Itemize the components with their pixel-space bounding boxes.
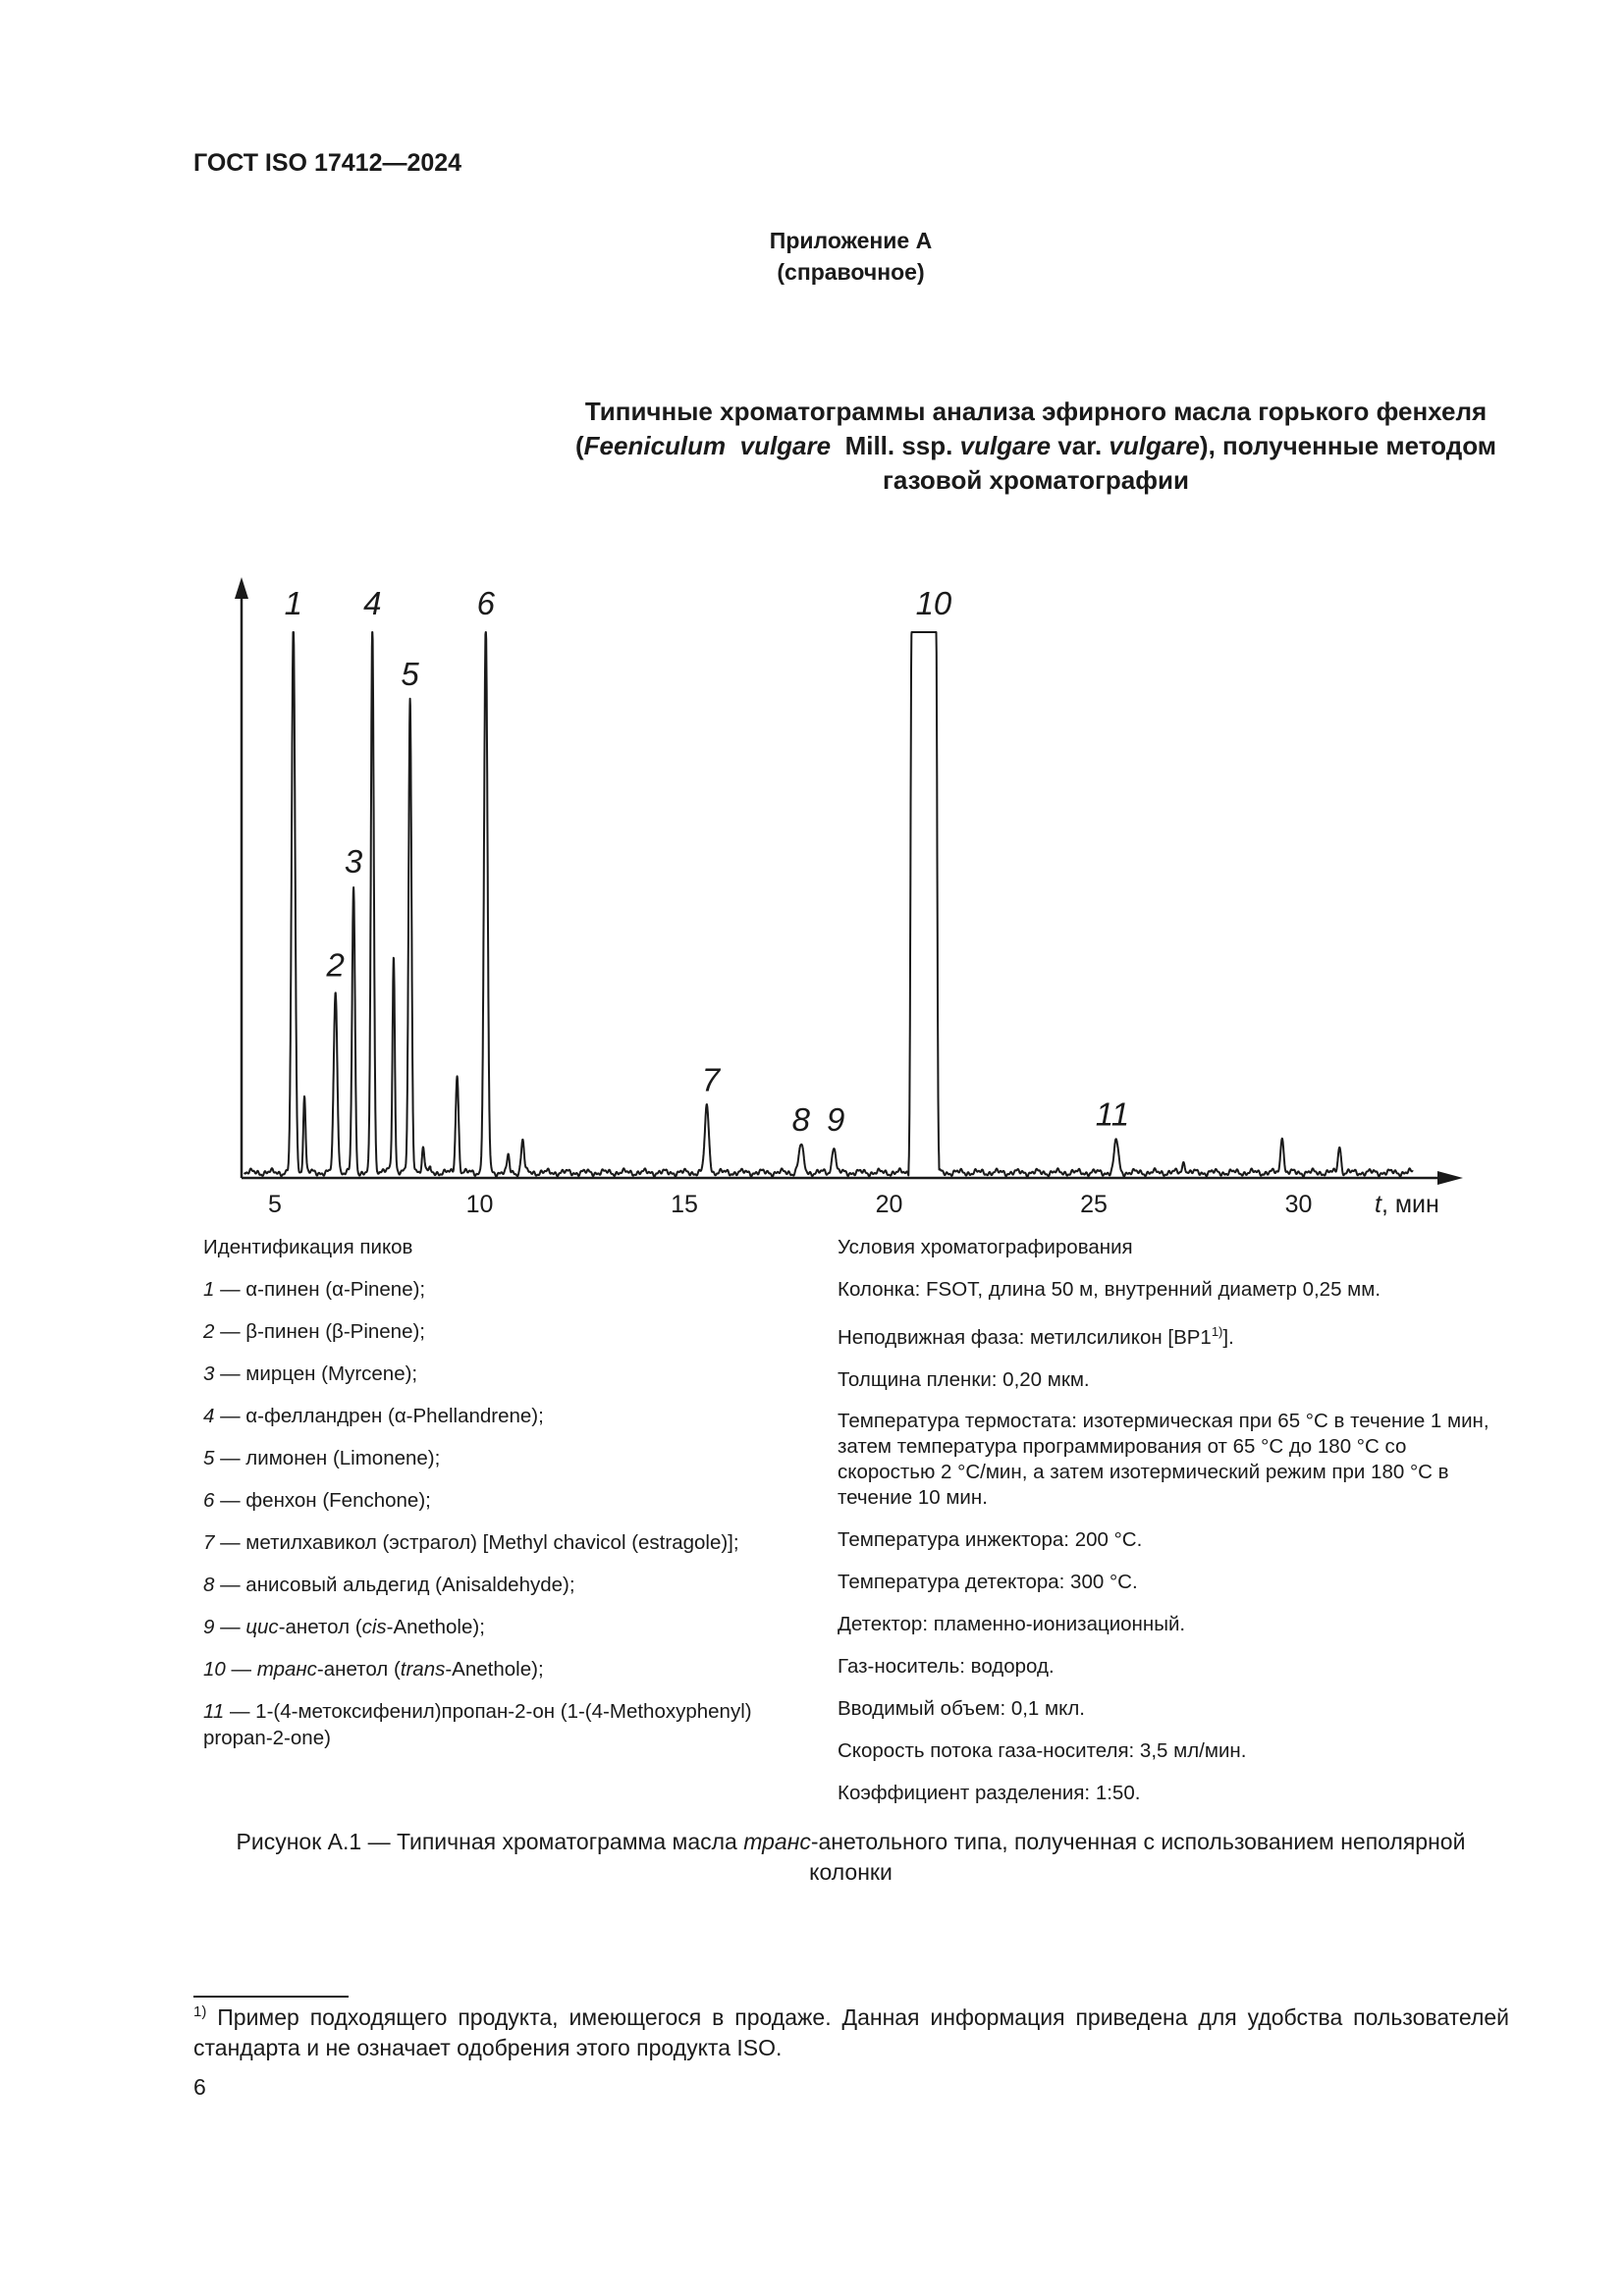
peak-id-text: — [214, 1616, 246, 1638]
caption-italic: транс [743, 1829, 811, 1854]
chromatogram-trace [244, 632, 1414, 1177]
condition-volume: Вводимый объем: 0,1 мкл. [838, 1696, 1085, 1720]
peak-id-number: 6 [203, 1489, 215, 1512]
peak-id-text: — α-фелландрен (α-Phellandrene); [214, 1405, 544, 1427]
title-var: var. [1057, 431, 1103, 460]
x-tick-label: 15 [671, 1191, 698, 1218]
footnote-text: Пример подходящего продукта, имеющегося в продаже. Данная информация приведена для удобства пользователей стандарта и не означает одобрения этого продукта ISO. [193, 2004, 1509, 2060]
peak-id-number: 7 [203, 1531, 215, 1554]
x-tick-label: 10 [465, 1191, 494, 1218]
condition-oven: Температура термостата: изотермическая при 65 °C в течение 1 мин, затем температура программирования от 65 °C до 180 °C со скоростью 2 °C/мин, а затем изотермический режим при 180 °C в течение 10 мин. [838, 1409, 1489, 1509]
peak-id-text: — 1-(4-метоксифенил)пропан-2-он (1-(4-Methoxyphenyl) propan-2-one) [203, 1700, 752, 1749]
peak-label: 5 [401, 655, 419, 692]
peak-id-italic: trans [400, 1658, 446, 1681]
peak-id-number: 2 [203, 1320, 215, 1343]
peak-id-number: 8 [203, 1574, 215, 1596]
peak-label: 2 [326, 946, 345, 984]
footnote-mark: 1) [193, 2003, 207, 2020]
peak-id-item [203, 1698, 812, 1751]
annex-note: (справочное) [777, 259, 925, 285]
peak-id-number: 4 [203, 1405, 215, 1427]
peak-identification-heading: Идентификация пиков [203, 1236, 413, 1258]
title-genus: Feeniculum [583, 431, 727, 460]
peak-id-item [203, 1656, 832, 1682]
section-title-line-3: газовой хроматографии [883, 465, 1189, 495]
x-tick-label: 5 [268, 1191, 282, 1218]
peak-id-number: 3 [203, 1362, 215, 1385]
peak-label: 1 [284, 585, 302, 621]
peak-id-text: — β-пинен (β-Pinene); [214, 1320, 426, 1343]
chromatography-conditions [838, 1234, 1505, 1822]
section-title-line-1: Типичные хроматограммы анализа эфирного масла горького фенхеля [584, 397, 1488, 426]
x-tick-label: 25 [1080, 1191, 1108, 1218]
peak-id-item [203, 1487, 832, 1514]
title-variety: vulgare [1109, 431, 1200, 460]
condition-detector: Детектор: пламенно-ионизационный. [838, 1612, 1186, 1635]
y-axis-arrow [235, 577, 248, 599]
title-mill-ssp: Mill. ssp. [844, 431, 953, 460]
peak-id-number: 11 [203, 1700, 225, 1723]
condition-detector-temp: Температура детектора: 300 °C. [838, 1570, 1138, 1593]
peak-id-item [203, 1361, 832, 1387]
peak-id-text: — α-пинен (α-Pinene); [214, 1278, 426, 1301]
title-tail: ), полученные методом [1199, 431, 1496, 460]
peak-id-text: — мирцен (Myrcene); [214, 1362, 418, 1385]
x-axis-arrow [1437, 1171, 1463, 1185]
footnote-separator [193, 1996, 349, 1998]
peak-id-text: -Anethole); [445, 1658, 544, 1681]
peak-id-text: — фенхон (Fenchone); [214, 1489, 431, 1512]
peak-id-number: 1 [203, 1278, 215, 1301]
peak-id-text: — лимонен (Limonene); [214, 1447, 441, 1469]
peak-label: 10 [915, 585, 952, 621]
condition-carrier: Газ-носитель: водород. [838, 1654, 1055, 1678]
caption-text: Рисунок А.1 — Типичная хроматограмма масла [236, 1829, 744, 1854]
condition-phase [838, 1318, 1505, 1351]
peak-id-item [203, 1318, 832, 1345]
peak-id-item [203, 1445, 832, 1471]
peak-id-item [203, 1572, 832, 1598]
peak-label: 3 [344, 842, 363, 880]
peak-id-text: — [225, 1658, 257, 1681]
peak-id-text: -анетол ( [316, 1658, 401, 1681]
caption-text-end: -анетольного типа, полученная с использованием неполярной колонки [809, 1829, 1466, 1885]
document-header: ГОСТ ISO 17412—2024 [193, 149, 462, 177]
peak-id-text: -Anethole); [386, 1616, 485, 1638]
x-tick-label: 20 [875, 1191, 903, 1218]
page-number: 6 [193, 2074, 206, 2100]
title-paren: ( [575, 431, 584, 460]
peak-id-text: — анисовый альдегид (Anisaldehyde); [214, 1574, 575, 1596]
condition-split: Коэффициент разделения: 1:50. [838, 1781, 1141, 1804]
peak-id-item [203, 1276, 832, 1303]
condition-phase-end: ]. [1222, 1325, 1234, 1349]
peak-id-number: 5 [203, 1447, 215, 1469]
condition-column: Колонка: FSOT, длина 50 м, внутренний диаметр 0,25 мм. [838, 1278, 1381, 1301]
peak-id-text: — метилхавикол (эстрагол) [Methyl chavicol (estragole)]; [214, 1531, 739, 1554]
condition-phase-text: Неподвижная фаза: метилсиликон [BP1 [838, 1325, 1212, 1349]
peak-label: 11 [1095, 1095, 1130, 1133]
condition-film: Толщина пленки: 0,20 мкм. [838, 1367, 1090, 1391]
title-subspecies: vulgare [959, 431, 1052, 460]
figure-caption [196, 1827, 1505, 1888]
peak-id-item [203, 1529, 832, 1556]
peak-id-italic: транс [256, 1658, 317, 1681]
condition-flow: Скорость потока газа-носителя: 3,5 мл/мин. [838, 1738, 1247, 1762]
peak-label: 6 [476, 585, 495, 621]
footnote-ref: 1) [1211, 1324, 1223, 1339]
peak-id-text: -анетол ( [278, 1616, 362, 1638]
peak-id-number: 9 [203, 1616, 215, 1638]
peak-id-italic: cis [361, 1616, 387, 1638]
peak-id-italic: цис [245, 1616, 279, 1638]
peak-label: 8 [791, 1101, 811, 1139]
condition-injector: Температура инжектора: 200 °C. [838, 1527, 1143, 1551]
footnote [193, 2002, 1509, 2063]
title-species: vulgare [739, 431, 832, 460]
peak-id-number: 10 [203, 1658, 226, 1681]
conditions-heading: Условия хроматографирования [838, 1236, 1133, 1258]
x-axis-label: t, мин [1375, 1191, 1439, 1218]
peak-id-item [203, 1614, 832, 1640]
peak-identification [203, 1234, 832, 1767]
annex-title: Приложение А [769, 228, 933, 253]
peak-label: 7 [701, 1061, 721, 1098]
peak-id-item [203, 1403, 832, 1429]
x-tick-label: 30 [1284, 1191, 1313, 1218]
peak-label: 9 [827, 1101, 845, 1139]
peak-label: 4 [363, 585, 382, 621]
